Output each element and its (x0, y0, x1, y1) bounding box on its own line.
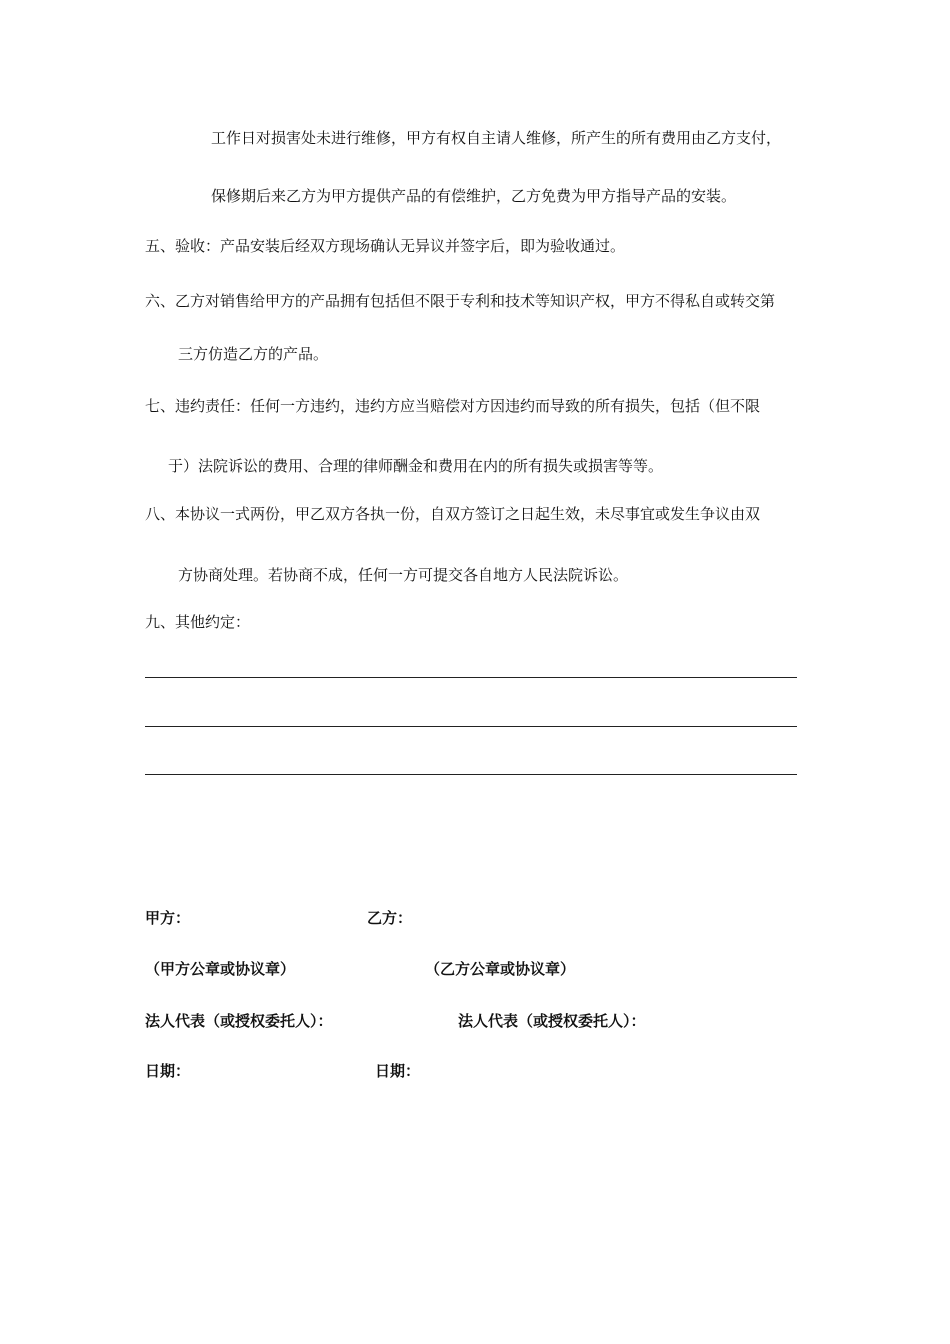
party-b-label: 乙方： (367, 909, 413, 927)
blank-line-1 (145, 677, 797, 678)
clause-eight-line-2: 方协商处理。若协商不成，任何一方可提交各自地方人民法院诉讼。 (178, 566, 629, 584)
clause-four-continuation-line-1: 工作日对损害处未进行维修，甲方有权自主请人维修，所产生的所有费用由乙方支付， (211, 129, 782, 147)
clause-seven-line-2: 于）法院诉讼的费用、合理的律师酬金和费用在内的所有损失或损害等等。 (168, 457, 664, 475)
party-a-seal-label: （甲方公章或协议章） (145, 960, 296, 978)
party-b-seal-label: （乙方公章或协议章） (425, 960, 576, 978)
clause-six-line-2: 三方仿造乙方的产品。 (178, 345, 329, 363)
clause-seven-line-1: 七、违约责任：任何一方违约，违约方应当赔偿对方因违约而导致的所有损失，包括（但不限 (145, 397, 761, 415)
party-b-representative-label: 法人代表（或授权委托人）： (458, 1012, 646, 1030)
clause-six-line-1: 六、乙方对销售给甲方的产品拥有包括但不限于专利和技术等知识产权，甲方不得私自或转交第 (145, 292, 776, 310)
party-a-date-label: 日期： (145, 1062, 191, 1080)
clause-four-continuation-line-2: 保修期后来乙方为甲方提供产品的有偿维护，乙方免费为甲方指导产品的安装。 (211, 187, 737, 205)
party-a-representative-label: 法人代表（或授权委托人）： (145, 1012, 333, 1030)
clause-five: 五、验收：产品安装后经双方现场确认无异议并签字后，即为验收通过。 (145, 237, 626, 255)
blank-line-2 (145, 726, 797, 727)
blank-line-3 (145, 774, 797, 775)
clause-nine: 九、其他约定： (145, 613, 251, 631)
clause-eight-line-1: 八、本协议一式两份，甲乙双方各执一份，自双方签订之日起生效，未尽事宜或发生争议由双 (145, 505, 761, 523)
party-b-date-label: 日期： (375, 1062, 421, 1080)
party-a-label: 甲方： (145, 909, 191, 927)
